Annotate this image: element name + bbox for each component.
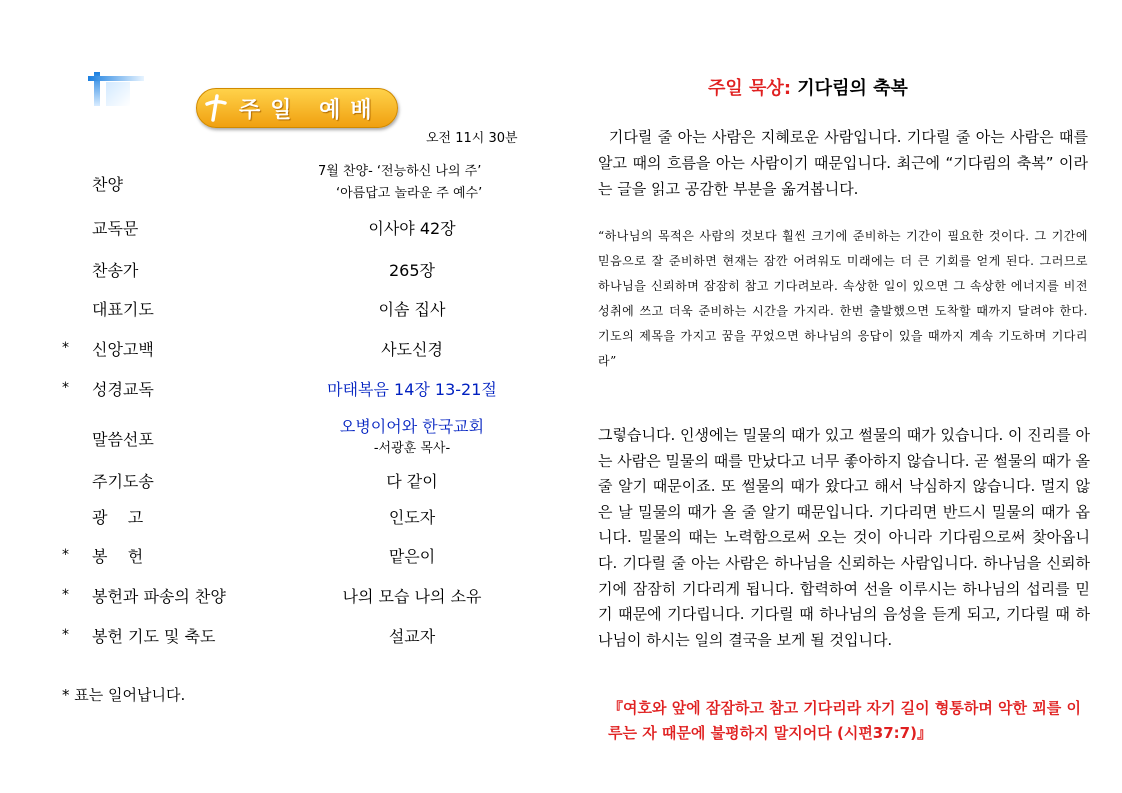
order-row-offering: [0, 540, 560, 570]
standing-marker: *: [62, 380, 69, 396]
intro-paragraph: 기다릴 줄 아는 사람은 지혜로운 사람입니다. 기다릴 줄 아는 사람은 때를 알고 때의 흐름을 아는 사람이기 때문입니다. 최근에 “기다림의 축복” 이라는 글을 읽고 공감한 부분을 옮겨봅니다.: [598, 128, 1093, 198]
meditation-title-prefix: 주일 묵상:: [708, 78, 792, 99]
order-value: 사도신경: [381, 340, 443, 359]
standing-marker: *: [62, 547, 69, 563]
order-value: 이솜 집사: [378, 300, 446, 319]
meditation-panel: [560, 0, 1122, 793]
order-row-benediction: [0, 620, 560, 650]
standing-note: * 표는 일어납니다.: [62, 686, 186, 704]
order-label: 찬양: [92, 175, 123, 194]
standing-marker: *: [62, 340, 69, 356]
order-row-hymn: [0, 254, 560, 284]
order-row-announcements: [0, 501, 560, 531]
order-row-scripture: [0, 373, 560, 403]
standing-marker: *: [62, 627, 69, 643]
service-time: 오전 11시 30분: [426, 131, 518, 146]
praise-song-1: 7월 찬양- ‘전능하신 나의 주’: [318, 164, 482, 179]
order-label: 주기도송: [92, 472, 154, 491]
cross-icon: [203, 93, 229, 123]
standing-marker: *: [62, 587, 69, 603]
order-value: 이사야 42장: [368, 219, 456, 238]
scripture-verse: 『여호와 앞에 잠잠하고 참고 기다리라 자기 길이 형통하며 악한 꾀를 이루는 자 때문에 불평하지 말지어다 (시편37:7)』: [608, 699, 1081, 742]
order-row-lords-prayer: [0, 465, 560, 495]
order-label: 교독문: [92, 219, 139, 238]
worship-order-panel: [0, 0, 560, 793]
order-label: 신앙고백: [92, 340, 154, 359]
order-row-responsive-reading: [0, 212, 560, 242]
order-value: 다 같이: [386, 472, 438, 491]
order-label: 말씀선포: [92, 430, 154, 449]
page-title: 주일 예배: [239, 98, 382, 123]
meditation-title: [708, 74, 908, 100]
order-label: 찬송가: [92, 261, 139, 280]
order-value: 맡은이: [388, 547, 436, 566]
meditation-title-main: 기다림의 축복: [791, 78, 908, 99]
decorative-cross-corner-icon: [88, 72, 148, 108]
title-banner: [196, 88, 398, 128]
praise-song-2: ‘아름답고 놀라운 주 예수’: [336, 186, 483, 201]
quoted-passage: “하나님의 목적은 사람의 것보다 훨씬 크기에 준비하는 기간이 필요한 것이다. 그 기간에 믿음으로 잘 준비하면 현재는 잠깐 어려워도 미래에는 더 큰 기회를 얻게 된다. 그러므로 하나님을 신뢰하며 잠잠히 참고 기다려보라. 속상한 일이 있으면 그 속상한 에너지를 비전 성취에 쓰고 더욱 준비하는 시간을 가지라. 한번 출발했으면 도착할 때까지 달려야 한다. 기도의 제목을 가지고 꿈을 꾸었으면 하나님의 응답이 있을 때까지 계속 기도하며 기다리라”: [598, 229, 1088, 368]
order-label: 봉헌과 파송의 찬양: [92, 587, 226, 606]
order-label: 봉헌 기도 및 축도: [92, 627, 216, 646]
scripture-reference: 마태복음 14장 13-21절: [327, 380, 497, 399]
order-row-creed: [0, 333, 560, 363]
order-value: 나의 모습 나의 소유: [342, 587, 482, 606]
body-paragraph: 그렇습니다. 인생에는 밀물의 때가 있고 썰물의 때가 있습니다. 이 진리를 아는 사람은 밀물의 때를 만났다고 너무 좋아하지 않습니다. 곧 썰물의 때가 올 줄 알기 때문이죠. 또 썰물의 때가 왔다고 해서 낙심하지 않습니다. 멀지 않은 날 밀물의 때가 올 줄 알기 때문입니다. 기다리면 반드시 밀물의 때가 옵니다. 밀물의 때는 노력함으로써 오는 것이 아니라 기다림으로써 찾아옵니다. 기다릴 줄 아는 사람은 하나님을 신뢰하는 사람입니다. 하나님을 신뢰하기에 잠잠히 기다리게 됩니다. 합력하여 선을 이루시는 하나님의 섭리를 믿기 때문에 기다립니다. 기다릴 때 하나님의 음성을 듣게 되고, 기다릴 때 하나님이 하시는 일의 결국을 보게 될 것입니다.: [598, 426, 1090, 649]
order-label: 광 고: [92, 508, 144, 527]
order-row-prayer: [0, 293, 560, 323]
order-value: 265장: [389, 261, 435, 280]
sermon-speaker: -서광훈 목사-: [373, 441, 451, 456]
order-label: 봉 헌: [92, 547, 144, 566]
sermon-title: 오병이어와 한국교회: [339, 417, 485, 436]
order-value: 인도자: [388, 508, 436, 527]
order-label: 대표기도: [92, 300, 154, 319]
order-label: 성경교독: [92, 380, 154, 399]
order-row-offering-song: [0, 580, 560, 610]
order-value: 설교자: [388, 627, 436, 646]
